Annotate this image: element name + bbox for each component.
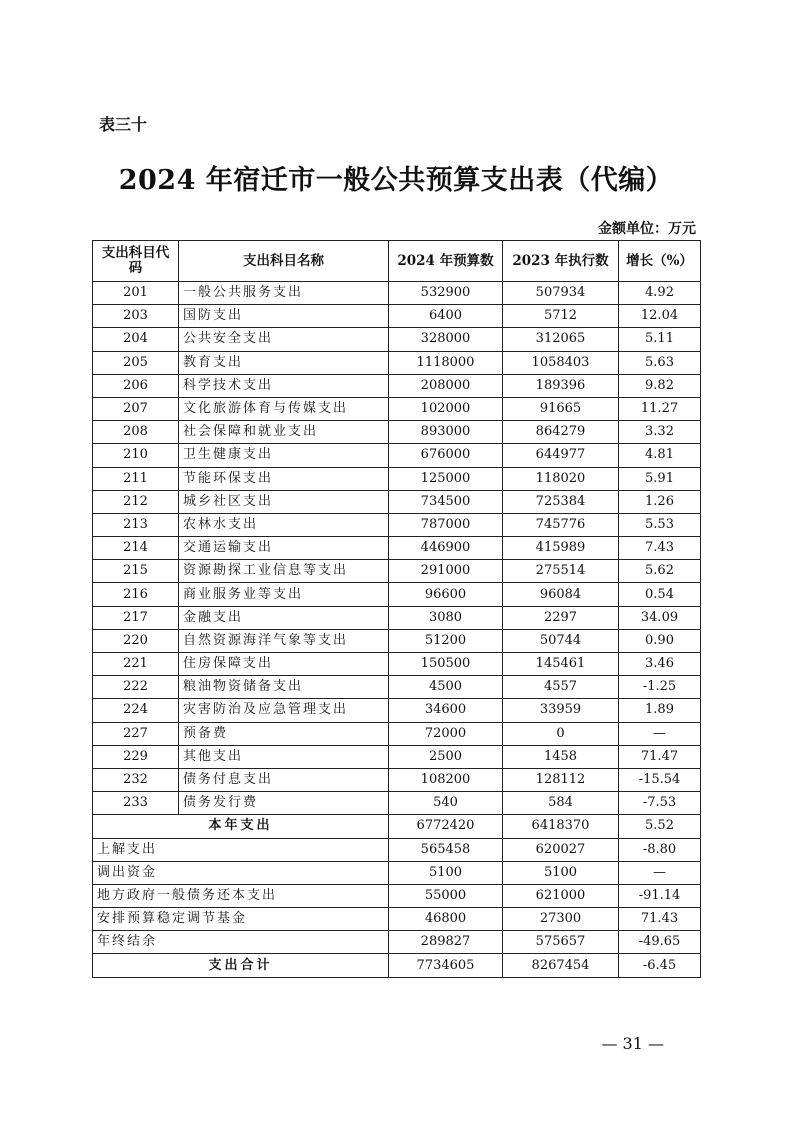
row-executed-2023: 1458 bbox=[503, 745, 619, 768]
row-executed-2023: 275514 bbox=[503, 560, 619, 583]
header-name: 支出科目名称 bbox=[179, 241, 389, 282]
row-name: 住房保障支出 bbox=[179, 653, 389, 676]
other-row-growth: 71.43 bbox=[619, 908, 701, 931]
row-name: 城乡社区支出 bbox=[179, 490, 389, 513]
other-row-label: 调出资金 bbox=[93, 861, 389, 884]
row-name: 自然资源海洋气象等支出 bbox=[179, 629, 389, 652]
row-growth: 9.82 bbox=[619, 374, 701, 397]
other-row-executed-2023: 620027 bbox=[503, 838, 619, 861]
row-budget-2024: 3080 bbox=[389, 606, 503, 629]
table-row bbox=[93, 421, 701, 444]
row-growth: 5.11 bbox=[619, 328, 701, 351]
other-row bbox=[93, 931, 701, 954]
row-executed-2023: 644977 bbox=[503, 444, 619, 467]
row-code: 221 bbox=[93, 653, 179, 676]
table-other-rows bbox=[93, 838, 701, 954]
table-row bbox=[93, 374, 701, 397]
row-growth: -15.54 bbox=[619, 768, 701, 791]
row-name: 交通运输支出 bbox=[179, 537, 389, 560]
row-name: 债务付息支出 bbox=[179, 768, 389, 791]
other-row-label: 地方政府一般债务还本支出 bbox=[93, 884, 389, 907]
row-growth: 3.46 bbox=[619, 653, 701, 676]
other-row bbox=[93, 884, 701, 907]
row-budget-2024: 291000 bbox=[389, 560, 503, 583]
other-row-executed-2023: 27300 bbox=[503, 908, 619, 931]
row-executed-2023: 189396 bbox=[503, 374, 619, 397]
row-code: 227 bbox=[93, 722, 179, 745]
table-row bbox=[93, 537, 701, 560]
row-name: 文化旅游体育与传媒支出 bbox=[179, 397, 389, 420]
row-growth: 5.91 bbox=[619, 467, 701, 490]
row-executed-2023: 745776 bbox=[503, 513, 619, 536]
table-summary bbox=[93, 815, 701, 838]
total-executed-2023: 8267454 bbox=[503, 954, 619, 977]
row-growth: 11.27 bbox=[619, 397, 701, 420]
subtotal-budget-2024: 6772420 bbox=[389, 815, 503, 838]
table-row bbox=[93, 676, 701, 699]
row-name: 金融支出 bbox=[179, 606, 389, 629]
row-executed-2023: 1058403 bbox=[503, 351, 619, 374]
other-row-label: 上解支出 bbox=[93, 838, 389, 861]
row-code: 210 bbox=[93, 444, 179, 467]
row-budget-2024: 734500 bbox=[389, 490, 503, 513]
row-code: 203 bbox=[93, 305, 179, 328]
page-number: — 31 — bbox=[601, 1034, 664, 1053]
row-name: 灾害防治及应急管理支出 bbox=[179, 699, 389, 722]
table-header-row bbox=[93, 241, 701, 282]
row-code: 220 bbox=[93, 629, 179, 652]
row-name: 其他支出 bbox=[179, 745, 389, 768]
total-label: 支出合计 bbox=[93, 954, 389, 977]
row-code: 211 bbox=[93, 467, 179, 490]
row-executed-2023: 145461 bbox=[503, 653, 619, 676]
row-growth: 3.32 bbox=[619, 421, 701, 444]
other-row-budget-2024: 565458 bbox=[389, 838, 503, 861]
row-growth: 0.90 bbox=[619, 629, 701, 652]
row-growth: 1.89 bbox=[619, 699, 701, 722]
row-code: 207 bbox=[93, 397, 179, 420]
row-code: 205 bbox=[93, 351, 179, 374]
row-name: 节能环保支出 bbox=[179, 467, 389, 490]
table-row bbox=[93, 490, 701, 513]
row-code: 217 bbox=[93, 606, 179, 629]
header-growth: 增长（%） bbox=[619, 241, 701, 282]
table-row bbox=[93, 444, 701, 467]
row-growth: 5.62 bbox=[619, 560, 701, 583]
row-code: 229 bbox=[93, 745, 179, 768]
subtotal-row bbox=[93, 815, 701, 838]
row-budget-2024: 6400 bbox=[389, 305, 503, 328]
row-growth: — bbox=[619, 722, 701, 745]
other-row-label: 年终结余 bbox=[93, 931, 389, 954]
row-executed-2023: 96084 bbox=[503, 583, 619, 606]
row-executed-2023: 725384 bbox=[503, 490, 619, 513]
row-executed-2023: 91665 bbox=[503, 397, 619, 420]
row-growth: 4.81 bbox=[619, 444, 701, 467]
row-code: 212 bbox=[93, 490, 179, 513]
row-executed-2023: 4557 bbox=[503, 676, 619, 699]
row-growth: 5.63 bbox=[619, 351, 701, 374]
row-budget-2024: 102000 bbox=[389, 397, 503, 420]
table-row bbox=[93, 768, 701, 791]
row-executed-2023: 2297 bbox=[503, 606, 619, 629]
page-title: 2024 年宿迁市一般公共预算支出表（代编） bbox=[118, 165, 674, 196]
row-executed-2023: 584 bbox=[503, 792, 619, 815]
row-budget-2024: 2500 bbox=[389, 745, 503, 768]
row-code: 201 bbox=[93, 282, 179, 305]
row-growth: 1.26 bbox=[619, 490, 701, 513]
row-name: 教育支出 bbox=[179, 351, 389, 374]
budget-table bbox=[92, 240, 701, 978]
total-growth: -6.45 bbox=[619, 954, 701, 977]
table-row bbox=[93, 467, 701, 490]
row-budget-2024: 1118000 bbox=[389, 351, 503, 374]
row-code: 232 bbox=[93, 768, 179, 791]
row-name: 科学技术支出 bbox=[179, 374, 389, 397]
total-row bbox=[93, 954, 701, 977]
row-name: 公共安全支出 bbox=[179, 328, 389, 351]
row-name: 资源勘探工业信息等支出 bbox=[179, 560, 389, 583]
table-row bbox=[93, 583, 701, 606]
table-row bbox=[93, 699, 701, 722]
subtotal-label: 本年支出 bbox=[93, 815, 389, 838]
row-budget-2024: 72000 bbox=[389, 722, 503, 745]
table-row bbox=[93, 629, 701, 652]
other-row-executed-2023: 621000 bbox=[503, 884, 619, 907]
other-row-executed-2023: 575657 bbox=[503, 931, 619, 954]
header-budget-2024: 2024 年预算数 bbox=[389, 241, 503, 282]
other-row-label: 安排预算稳定调节基金 bbox=[93, 908, 389, 931]
row-executed-2023: 118020 bbox=[503, 467, 619, 490]
table-label: 表三十 bbox=[99, 115, 148, 134]
other-row bbox=[93, 861, 701, 884]
row-budget-2024: 125000 bbox=[389, 467, 503, 490]
row-executed-2023: 312065 bbox=[503, 328, 619, 351]
row-growth: 34.09 bbox=[619, 606, 701, 629]
row-executed-2023: 507934 bbox=[503, 282, 619, 305]
row-budget-2024: 532900 bbox=[389, 282, 503, 305]
other-row bbox=[93, 908, 701, 931]
row-budget-2024: 893000 bbox=[389, 421, 503, 444]
row-name: 国防支出 bbox=[179, 305, 389, 328]
row-budget-2024: 787000 bbox=[389, 513, 503, 536]
row-code: 206 bbox=[93, 374, 179, 397]
other-row-budget-2024: 5100 bbox=[389, 861, 503, 884]
row-budget-2024: 108200 bbox=[389, 768, 503, 791]
row-code: 214 bbox=[93, 537, 179, 560]
row-executed-2023: 5712 bbox=[503, 305, 619, 328]
row-name: 一般公共服务支出 bbox=[179, 282, 389, 305]
other-row bbox=[93, 838, 701, 861]
row-budget-2024: 4500 bbox=[389, 676, 503, 699]
row-code: 204 bbox=[93, 328, 179, 351]
table-row bbox=[93, 792, 701, 815]
row-budget-2024: 96600 bbox=[389, 583, 503, 606]
row-budget-2024: 446900 bbox=[389, 537, 503, 560]
row-executed-2023: 0 bbox=[503, 722, 619, 745]
total-budget-2024: 7734605 bbox=[389, 954, 503, 977]
row-executed-2023: 33959 bbox=[503, 699, 619, 722]
other-row-growth: — bbox=[619, 861, 701, 884]
row-growth: -7.53 bbox=[619, 792, 701, 815]
row-name: 卫生健康支出 bbox=[179, 444, 389, 467]
row-executed-2023: 864279 bbox=[503, 421, 619, 444]
table-row bbox=[93, 745, 701, 768]
row-code: 222 bbox=[93, 676, 179, 699]
table-row bbox=[93, 606, 701, 629]
row-budget-2024: 540 bbox=[389, 792, 503, 815]
row-budget-2024: 150500 bbox=[389, 653, 503, 676]
unit-note: 金额单位：万元 bbox=[598, 221, 696, 237]
row-code: 213 bbox=[93, 513, 179, 536]
row-growth: 7.43 bbox=[619, 537, 701, 560]
other-row-budget-2024: 46800 bbox=[389, 908, 503, 931]
row-name: 社会保障和就业支出 bbox=[179, 421, 389, 444]
row-code: 216 bbox=[93, 583, 179, 606]
row-budget-2024: 676000 bbox=[389, 444, 503, 467]
table-row bbox=[93, 722, 701, 745]
other-row-growth: -91.14 bbox=[619, 884, 701, 907]
row-code: 215 bbox=[93, 560, 179, 583]
table-row bbox=[93, 328, 701, 351]
table-row bbox=[93, 282, 701, 305]
row-name: 预备费 bbox=[179, 722, 389, 745]
row-name: 粮油物资储备支出 bbox=[179, 676, 389, 699]
row-code: 233 bbox=[93, 792, 179, 815]
row-growth: 0.54 bbox=[619, 583, 701, 606]
table-row bbox=[93, 653, 701, 676]
other-row-growth: -8.80 bbox=[619, 838, 701, 861]
table-row bbox=[93, 560, 701, 583]
row-growth: -1.25 bbox=[619, 676, 701, 699]
row-name: 债务发行费 bbox=[179, 792, 389, 815]
row-name: 商业服务业等支出 bbox=[179, 583, 389, 606]
row-code: 224 bbox=[93, 699, 179, 722]
table-total bbox=[93, 954, 701, 977]
row-executed-2023: 128112 bbox=[503, 768, 619, 791]
table-body bbox=[93, 282, 701, 815]
row-name: 农林水支出 bbox=[179, 513, 389, 536]
header-executed-2023: 2023 年执行数 bbox=[503, 241, 619, 282]
subtotal-executed-2023: 6418370 bbox=[503, 815, 619, 838]
table-row bbox=[93, 351, 701, 374]
row-growth: 71.47 bbox=[619, 745, 701, 768]
other-row-executed-2023: 5100 bbox=[503, 861, 619, 884]
row-growth: 4.92 bbox=[619, 282, 701, 305]
table-row bbox=[93, 397, 701, 420]
table-row bbox=[93, 305, 701, 328]
row-code: 208 bbox=[93, 421, 179, 444]
subtotal-growth: 5.52 bbox=[619, 815, 701, 838]
row-growth: 5.53 bbox=[619, 513, 701, 536]
other-row-growth: -49.65 bbox=[619, 931, 701, 954]
row-budget-2024: 51200 bbox=[389, 629, 503, 652]
row-budget-2024: 34600 bbox=[389, 699, 503, 722]
row-budget-2024: 328000 bbox=[389, 328, 503, 351]
other-row-budget-2024: 289827 bbox=[389, 931, 503, 954]
table-row bbox=[93, 513, 701, 536]
other-row-budget-2024: 55000 bbox=[389, 884, 503, 907]
header-code: 支出科目代码 bbox=[93, 241, 179, 282]
row-executed-2023: 50744 bbox=[503, 629, 619, 652]
row-budget-2024: 208000 bbox=[389, 374, 503, 397]
row-growth: 12.04 bbox=[619, 305, 701, 328]
row-executed-2023: 415989 bbox=[503, 537, 619, 560]
